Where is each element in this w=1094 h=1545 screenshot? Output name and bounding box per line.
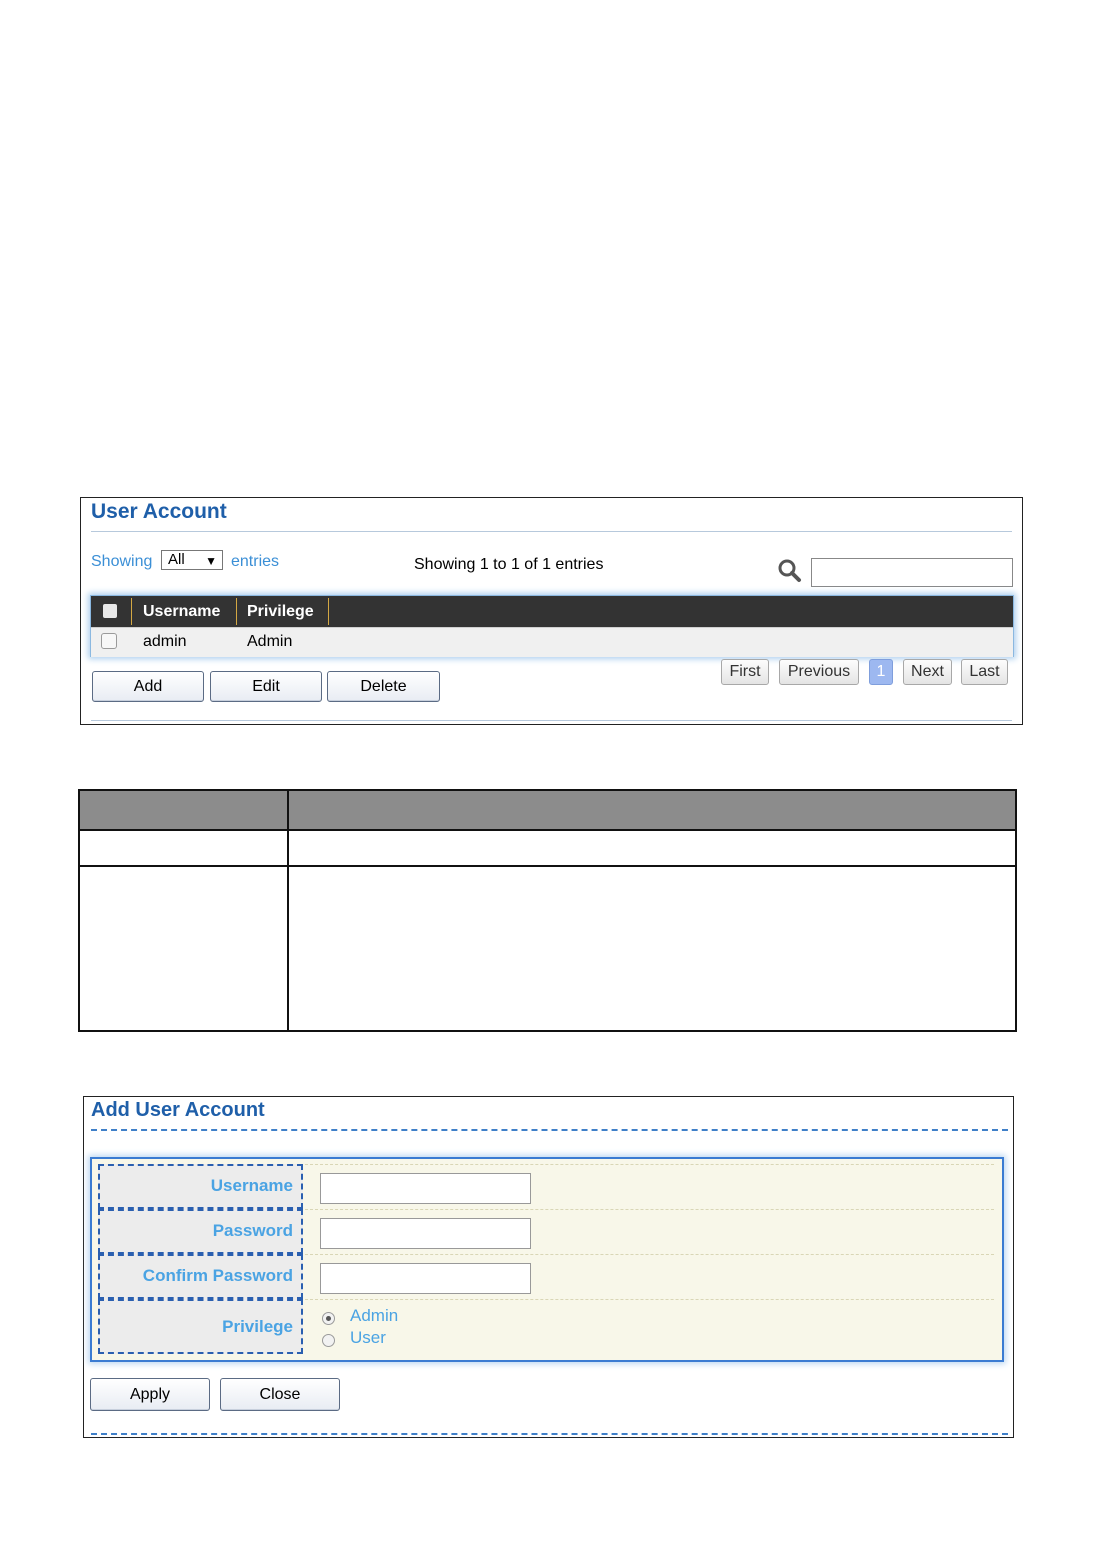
pagination-page-1[interactable]: 1 — [869, 659, 893, 685]
form-row-privilege — [98, 1299, 994, 1354]
row-checkbox[interactable] — [101, 633, 117, 649]
panel-bottom-divider — [91, 720, 1012, 721]
description-table-row-divider — [80, 865, 1015, 867]
user-table — [90, 595, 1014, 657]
showing-label: Showing — [91, 553, 153, 570]
user-account-title: User Account — [91, 500, 227, 523]
edit-button[interactable]: Edit — [210, 671, 322, 702]
header-separator — [236, 598, 237, 625]
password-cell — [305, 1209, 994, 1254]
column-header-username[interactable]: Username — [143, 603, 221, 620]
form-row-username — [98, 1164, 994, 1209]
pagination-last[interactable]: Last — [961, 659, 1008, 685]
privilege-label: Privilege — [98, 1299, 303, 1354]
pagination-first[interactable]: First — [721, 659, 769, 685]
page-size-value: All — [168, 551, 185, 568]
password-field[interactable] — [320, 1218, 531, 1249]
close-button[interactable]: Close — [220, 1378, 340, 1411]
username-label: Username — [98, 1164, 303, 1209]
dropdown-arrow-icon: ▼ — [205, 554, 217, 568]
cell-username: admin — [143, 633, 187, 650]
form-row-password — [98, 1209, 994, 1254]
description-table-column-divider — [287, 791, 289, 1030]
table-info: Showing 1 to 1 of 1 entries — [414, 556, 604, 573]
page-size-select[interactable] — [161, 550, 223, 570]
table-header — [91, 596, 1013, 627]
apply-button[interactable]: Apply — [90, 1378, 210, 1411]
entries-label: entries — [231, 553, 280, 570]
select-all-checkbox[interactable] — [103, 604, 117, 618]
delete-button[interactable]: Delete — [327, 671, 440, 702]
panel-bottom-divider — [91, 1433, 1008, 1435]
description-table — [78, 789, 1017, 1032]
password-label: Password — [98, 1209, 303, 1254]
username-cell — [305, 1164, 994, 1209]
privilege-user-label[interactable]: User — [350, 1328, 386, 1347]
privilege-admin-label[interactable]: Admin — [350, 1306, 399, 1325]
pagination-previous[interactable]: Previous — [779, 659, 859, 685]
column-header-privilege[interactable]: Privilege — [247, 603, 314, 620]
title-divider — [91, 1129, 1008, 1131]
header-separator — [131, 598, 132, 625]
username-field[interactable] — [320, 1173, 531, 1204]
cell-privilege: Admin — [247, 633, 293, 650]
search-input[interactable] — [811, 558, 1013, 587]
add-button[interactable]: Add — [92, 671, 204, 702]
confirm-password-label: Confirm Password — [98, 1254, 303, 1299]
add-user-account-title: Add User Account — [91, 1099, 265, 1121]
privilege-user-radio[interactable] — [322, 1334, 335, 1347]
add-user-account-panel — [83, 1096, 1014, 1438]
header-separator — [328, 598, 329, 625]
user-account-panel — [80, 497, 1023, 725]
search-icon[interactable] — [777, 558, 803, 584]
privilege-admin-radio[interactable] — [322, 1312, 335, 1325]
add-user-form — [90, 1157, 1004, 1362]
description-table-header — [80, 791, 1015, 831]
confirm-password-field[interactable] — [320, 1263, 531, 1294]
privilege-cell — [305, 1299, 994, 1354]
form-row-confirm-password — [98, 1254, 994, 1299]
title-divider — [91, 531, 1012, 532]
pagination-next[interactable]: Next — [903, 659, 952, 685]
table-row[interactable] — [91, 627, 1013, 657]
confirm-password-cell — [305, 1254, 994, 1299]
